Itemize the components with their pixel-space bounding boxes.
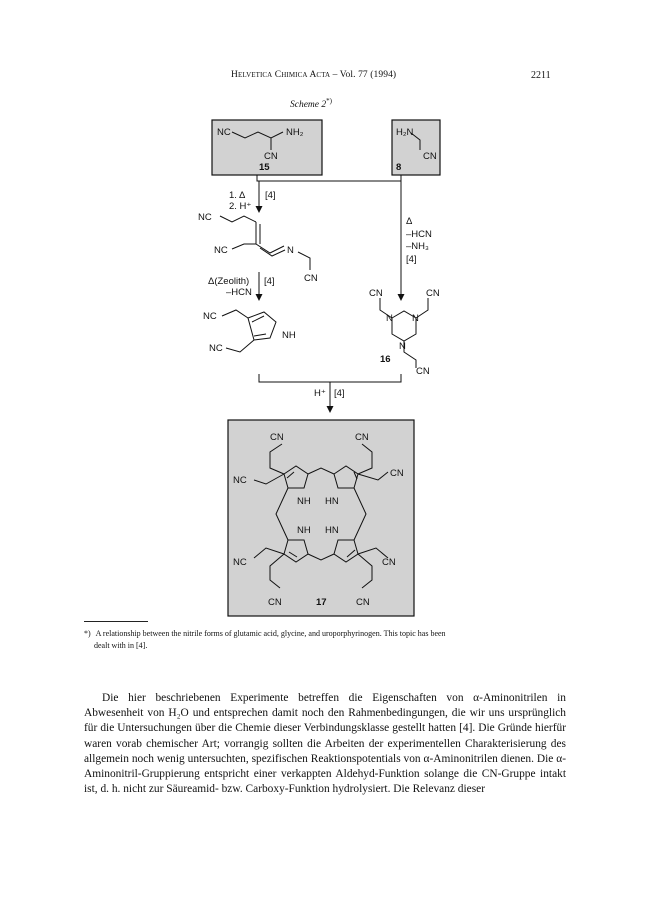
compound-17-label: 17 — [316, 597, 327, 608]
step1-line2: 2. H⁺ — [229, 201, 252, 212]
footnote-rule — [84, 621, 148, 622]
right-nh3: –NH₃ — [406, 241, 429, 252]
final-cond: H⁺ — [314, 388, 326, 399]
c16-cn-bottom: CN — [416, 366, 430, 377]
int-cn: CN — [304, 273, 318, 284]
footnote-line2: dealt with in [4]. — [94, 641, 148, 650]
step1-conditions — [229, 190, 276, 212]
c17-hn-lower: HN — [325, 525, 339, 536]
c17-hn-upper: HN — [325, 496, 339, 507]
compound-17-box — [228, 420, 414, 616]
c17-cn-right-upper: CN — [390, 468, 404, 479]
right-hcn: –HCN — [406, 229, 432, 240]
c17-cn-top-right: CN — [355, 432, 369, 443]
c16-n-bottom: N — [399, 341, 406, 352]
c17-cn-right-lower: CN — [382, 557, 396, 568]
c17-cn-bottom-right: CN — [356, 597, 370, 608]
intermediate-structure — [220, 216, 310, 270]
c15-cn: CN — [264, 151, 278, 162]
scheme-title-text: Scheme 2 — [290, 100, 327, 111]
c17-cn-bottom-left: CN — [268, 597, 282, 608]
step2-line1: Δ(Zeolith) — [208, 276, 250, 287]
journal-name: Helvetica Chimica Acta — [231, 70, 331, 80]
c15-nc: NC — [217, 127, 231, 138]
step1-ref: [4] — [265, 190, 276, 201]
pyrrole-nh: NH — [282, 330, 296, 341]
top-connector — [257, 175, 401, 300]
intermediate-labels — [198, 212, 318, 284]
final-ref: [4] — [334, 388, 345, 399]
step2-line2: –HCN — [226, 287, 252, 298]
footnote — [84, 628, 566, 652]
c15-nh2: NH₂ — [286, 127, 304, 138]
right-delta: Δ — [406, 216, 413, 227]
step2-conditions — [208, 276, 275, 298]
final-connector — [259, 374, 401, 412]
c16-cn-right: CN — [426, 288, 440, 299]
c8-cn: CN — [423, 151, 437, 162]
compound-8-label: 8 — [396, 162, 402, 173]
step1-line1: 1. Δ — [229, 190, 246, 201]
int-n: N — [287, 245, 294, 256]
c17-nh-upper: NH — [297, 496, 311, 507]
footnote-line1: A relationship between the nitrile forms of glutamic acid, glycine, and uroporphyrinogen. This topic has been — [95, 629, 446, 638]
journal-volume: – Vol. 77 (1994) — [330, 70, 397, 80]
c17-nh-lower: NH — [297, 525, 311, 536]
right-arrow-conditions — [406, 216, 432, 265]
c16-cn-left: CN — [369, 288, 383, 299]
final-conditions — [314, 388, 345, 399]
compound-16-label: 16 — [380, 354, 391, 365]
pyrrole-nc2: NC — [209, 343, 223, 354]
c17-nc-left-lower: NC — [233, 557, 247, 568]
int-nc2: NC — [214, 245, 228, 256]
scheme-footnote-marker: *) — [326, 97, 332, 105]
right-ref: [4] — [406, 254, 417, 265]
c16-n-right: N — [412, 313, 419, 324]
pyrrole-structure — [222, 310, 276, 352]
footnote-marker: *) — [84, 629, 91, 638]
compound-15-label: 15 — [259, 162, 270, 173]
body-paragraph: Die hier beschriebenen Experimente betreffen die Eigenschaften von α-Aminonitrilen in Abwesenheit von H₂O und entsprechen damit noch den Rahmenbedingungen, die wir uns ursprünglich für die Untersuchungen über die Chemie dieser Verbindungsklasse gestellt hatten [4]. Die Gründe hierfür waren vorab chemischer Art; vorrangig sollten die Arbeiten der experimentellen Charakterisierung des allgemein noch wenig untersuchten, spezifischen Reaktionspotentials von α-Aminonitrilen dienen. Die α-Aminonitril-Gruppierung entspricht einer verkappten Aldehyd-Funktion solange die CN-Gruppe intakt ist, d. h. nicht zur Säureamid- bzw. Carboxy-Funktion hydrolysiert. Die Relevanz dieser — [84, 692, 566, 796]
c17-cn-top-left: CN — [270, 432, 284, 443]
c8-h2n: H₂N — [396, 127, 414, 138]
c17-nc-left-upper: NC — [233, 475, 247, 486]
page-number: 2211 — [531, 70, 551, 81]
int-nc1: NC — [198, 212, 212, 223]
step2-ref: [4] — [264, 276, 275, 287]
pyrrole-nc1: NC — [203, 311, 217, 322]
c16-n-left: N — [386, 313, 393, 324]
